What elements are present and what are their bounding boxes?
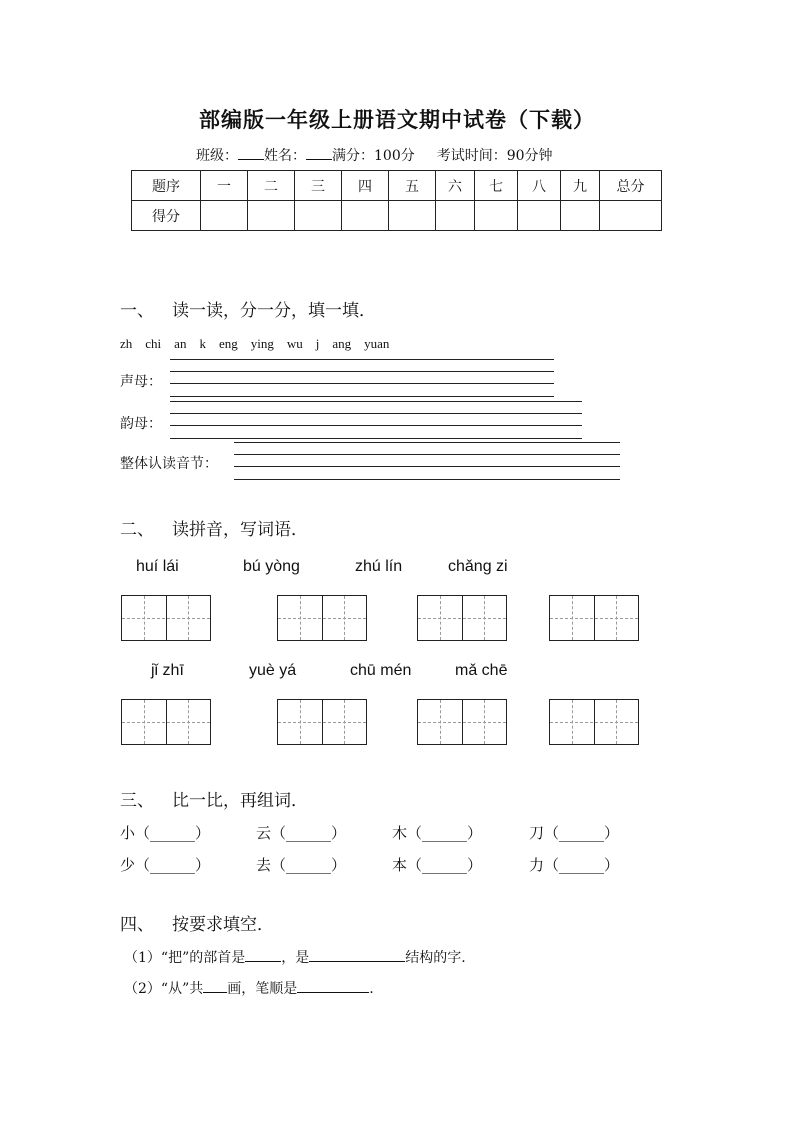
- pinyin-item: an: [174, 336, 187, 351]
- question-text: （2）“从”共: [124, 981, 204, 997]
- header-cell: 三: [295, 171, 342, 201]
- header-cell: 七: [475, 171, 518, 201]
- score-table: [131, 170, 662, 231]
- pinyin-list: [120, 336, 402, 352]
- pinyin-item: eng: [218, 336, 238, 351]
- section-title: 比一比，再组词．: [172, 791, 308, 811]
- answer-line[interactable]: [234, 442, 620, 443]
- word-pair-item[interactable]: 少（______）: [120, 856, 211, 874]
- word-pair-item[interactable]: 云（______）: [256, 824, 347, 842]
- answer-line[interactable]: [170, 413, 582, 414]
- score-cell[interactable]: [518, 201, 561, 231]
- header-cell: 九: [561, 171, 600, 201]
- full-score: 满分：100分: [332, 148, 415, 164]
- word-pair-item[interactable]: 木（______）: [392, 824, 483, 842]
- header-cell: 二: [248, 171, 295, 201]
- exam-info: [196, 145, 553, 165]
- pinyin-item: chi: [145, 336, 162, 351]
- section-3-heading: [120, 786, 308, 811]
- score-table-header: [132, 171, 662, 201]
- name-blank[interactable]: [306, 147, 332, 160]
- header-cell: 八: [518, 171, 561, 201]
- question-text: 结构的字.: [405, 950, 466, 966]
- section-2-heading: [120, 515, 308, 540]
- pinyin-item: yuan: [364, 336, 390, 351]
- tianzige-box[interactable]: [277, 699, 367, 745]
- section-title: 读一读，分一分，填一填．: [172, 301, 376, 321]
- header-cell: 一: [201, 171, 248, 201]
- pinyin-word: huí lái: [136, 558, 179, 575]
- score-cell[interactable]: [389, 201, 436, 231]
- pinyin-item: j: [315, 336, 320, 351]
- tianzige-box[interactable]: [549, 595, 639, 641]
- answer-blank[interactable]: [297, 980, 369, 993]
- tianzige-box[interactable]: [121, 699, 211, 745]
- answer-line[interactable]: [234, 466, 620, 467]
- name-label: 姓名：: [264, 148, 306, 164]
- score-cell[interactable]: [201, 201, 248, 231]
- section-1-heading: [120, 296, 376, 321]
- pinyin-word: bú yòng: [243, 558, 300, 575]
- header-cell: 五: [389, 171, 436, 201]
- row-label: 得分: [132, 201, 201, 231]
- answer-blank[interactable]: [203, 980, 227, 993]
- word-pair-item[interactable]: 去（______）: [256, 856, 347, 874]
- section-title: 按要求填空．: [172, 915, 274, 935]
- answer-line[interactable]: [170, 359, 554, 360]
- pinyin-word: jǐ zhī: [151, 662, 184, 679]
- whole-syllable-label: 整体认读音节：: [120, 456, 218, 472]
- score-table-row: [132, 201, 662, 231]
- score-cell[interactable]: [436, 201, 475, 231]
- score-cell[interactable]: [561, 201, 600, 231]
- section-number: 三、: [120, 791, 154, 811]
- score-cell[interactable]: [295, 201, 342, 231]
- pinyin-word: chǎng zi: [448, 558, 508, 575]
- pinyin-item: k: [199, 336, 206, 351]
- answer-line[interactable]: [170, 425, 582, 426]
- exam-time: 考试时间：90分钟: [436, 148, 553, 164]
- page-title: 部编版一年级上册语文期中试卷（下载）: [199, 107, 595, 132]
- answer-line[interactable]: [170, 401, 582, 402]
- section-number: 一、: [120, 301, 154, 321]
- header-cell: 六: [436, 171, 475, 201]
- pinyin-word: mǎ chē: [455, 662, 508, 679]
- section-number: 二、: [120, 520, 154, 540]
- pinyin-item: zh: [120, 336, 133, 351]
- answer-blank[interactable]: [245, 949, 281, 962]
- question-text: 画，笔顺是: [227, 981, 298, 997]
- pinyin-item: wu: [286, 336, 303, 351]
- word-pair-item[interactable]: 刀（______）: [529, 824, 620, 842]
- question-1: [124, 947, 466, 967]
- answer-line[interactable]: [170, 371, 554, 372]
- pinyin-item: ang: [332, 336, 352, 351]
- word-pair-item[interactable]: 本（______）: [392, 856, 483, 874]
- score-cell[interactable]: [600, 201, 662, 231]
- class-label: 班级：: [196, 148, 238, 164]
- section-4-heading: [120, 910, 274, 935]
- score-cell[interactable]: [475, 201, 518, 231]
- pinyin-item: ying: [250, 336, 274, 351]
- word-pair-item[interactable]: 力（______）: [529, 856, 620, 874]
- score-cell[interactable]: [248, 201, 295, 231]
- tianzige-box[interactable]: [549, 699, 639, 745]
- score-cell[interactable]: [342, 201, 389, 231]
- header-cell: 总分: [600, 171, 662, 201]
- tianzige-box[interactable]: [417, 595, 507, 641]
- pinyin-word: yuè yá: [249, 662, 297, 679]
- word-pair-item[interactable]: 小（______）: [120, 824, 211, 842]
- answer-line[interactable]: [170, 396, 554, 397]
- section-number: 四、: [120, 915, 154, 935]
- tianzige-box[interactable]: [417, 699, 507, 745]
- answer-line[interactable]: [234, 479, 620, 480]
- header-cell: 四: [342, 171, 389, 201]
- question-text: ，是: [281, 950, 310, 966]
- pinyin-word: chū mén: [350, 662, 412, 679]
- answer-line[interactable]: [170, 438, 582, 439]
- section-title: 读拼音，写词语．: [172, 520, 308, 540]
- question-text: .: [369, 981, 374, 997]
- answer-blank[interactable]: [309, 949, 405, 962]
- tianzige-box[interactable]: [121, 595, 211, 641]
- class-blank[interactable]: [238, 147, 264, 160]
- answer-line[interactable]: [234, 454, 620, 455]
- question-2: [124, 978, 374, 998]
- pinyin-word: zhú lín: [355, 558, 403, 575]
- header-cell: 题序: [132, 171, 201, 201]
- answer-line[interactable]: [170, 383, 554, 384]
- tianzige-box[interactable]: [277, 595, 367, 641]
- finals-label: 韵母：: [120, 416, 162, 432]
- initials-label: 声母：: [120, 374, 162, 390]
- question-text: （1）“把”的部首是: [124, 950, 246, 966]
